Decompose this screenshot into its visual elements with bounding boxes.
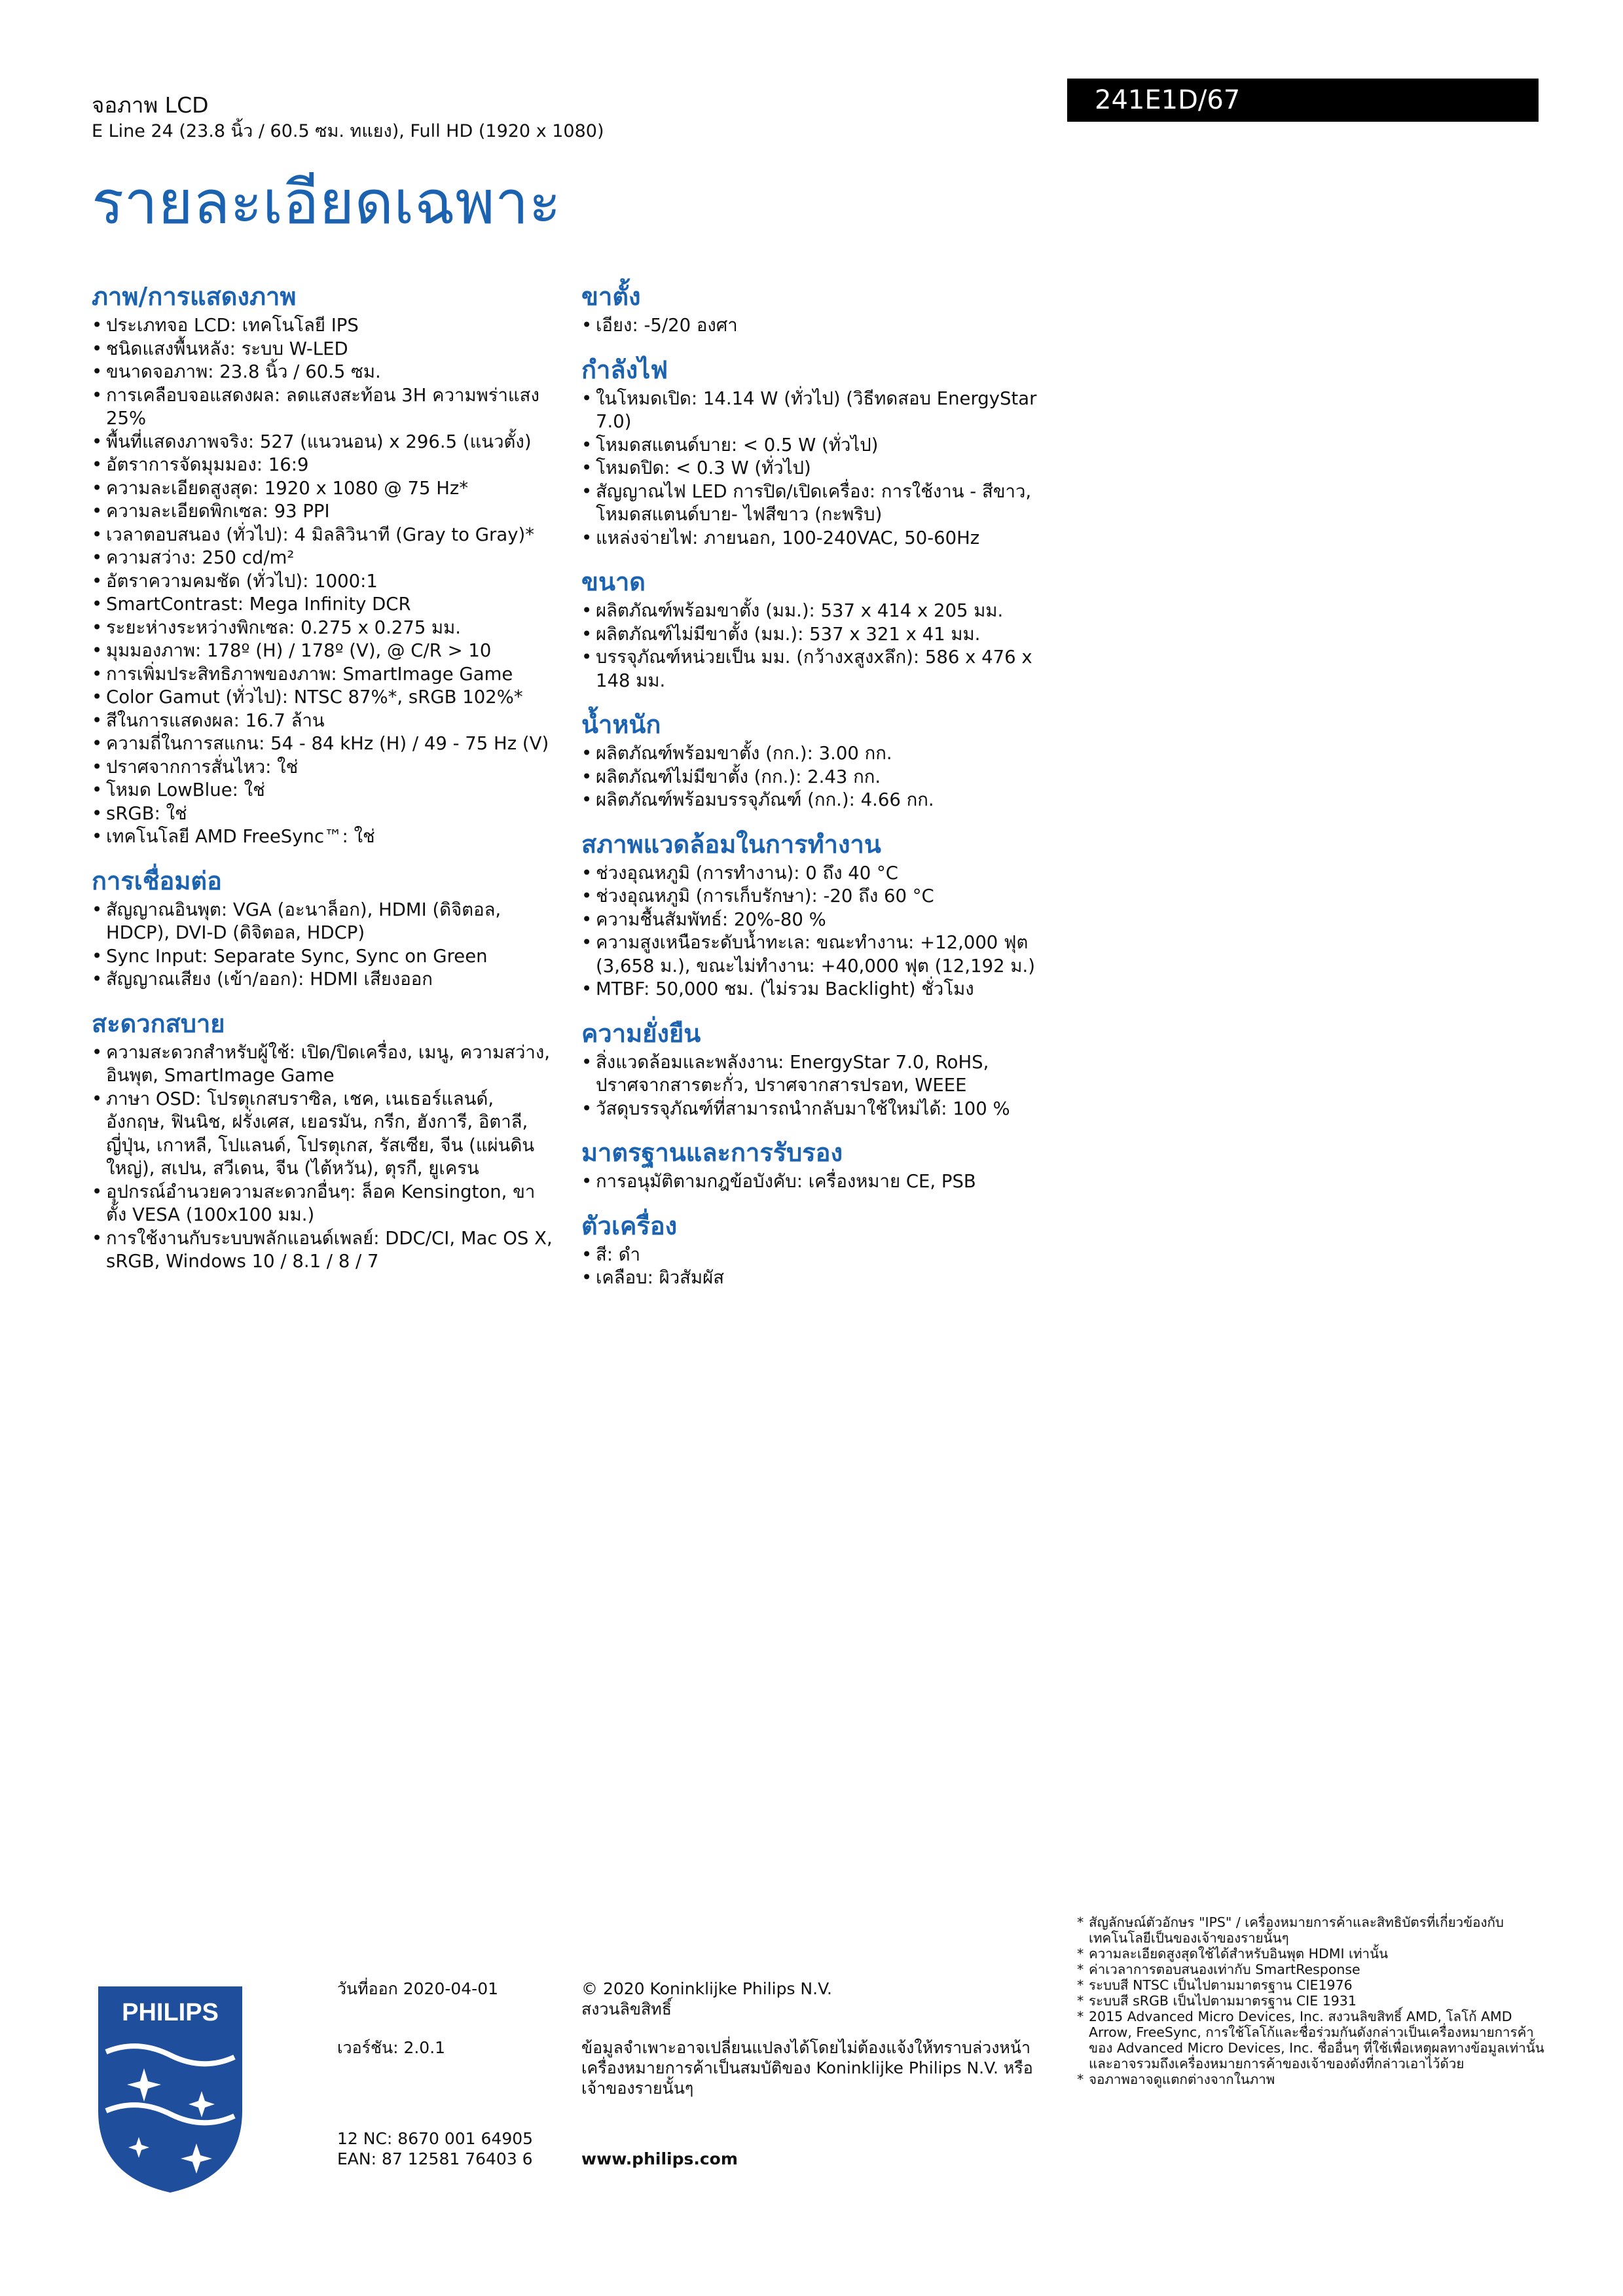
- footnote: * ความละเอียดสูงสุดใช้ได้สำหรับอินพุต HDMI เท่านั้น: [1077, 1946, 1548, 1962]
- spec-item: • โหมด LowBlue: ใช่: [92, 779, 553, 802]
- spec-item: • อัตราการจัดมุมมอง: 16:9: [92, 454, 553, 477]
- spec-section: [92, 1009, 553, 1274]
- spec-item: • เวลาตอบสนอง (ทั่วไป): 4 มิลลิวินาที (Gray to Gray)*: [92, 524, 553, 547]
- spec-item: • ความสะดวกสำหรับผู้ใช้: เปิด/ปิดเครื่อง, เมนู, ความสว่าง, อินพุต, SmartImage Game: [92, 1041, 553, 1088]
- spec-list: [581, 600, 1043, 692]
- spec-item: • บรรจุภัณฑ์หน่วยเป็น มม. (กว้างxสูงxลึก): 586 x 476 x 148 มม.: [581, 646, 1043, 692]
- spec-item: • ความถี่ในการสแกน: 54 - 84 kHz (H) / 49 - 75 Hz (V): [92, 732, 553, 756]
- ean-number: EAN: 87 12581 76403 6: [337, 2149, 533, 2168]
- spec-list: [581, 1051, 1043, 1121]
- spec-section: [581, 355, 1043, 550]
- spec-list: [92, 899, 553, 992]
- spec-item: • Color Gamut (ทั่วไป): NTSC 87%*, sRGB 102%*: [92, 686, 553, 709]
- issue-date: วันที่ออก 2020-04-01: [337, 1979, 499, 1998]
- spec-item: • ผลิตภัณฑ์ไม่มีขาตั้ง (กก.): 2.43 กก.: [581, 766, 1043, 789]
- footnote: * 2015 Advanced Micro Devices, Inc. สงวนลิขสิทธิ์ AMD, โลโก้ AMD Arrow, FreeSync, การใช้โลโก้และชื่อร่วมกันดังกล่าวเป็นเครื่องหมายการค้าของ Advanced Micro Devices, Inc. ชื่ออื่นๆ ที่ใช้เพื่อเหตุผลทางข้อมูลเท่านั้นและอาจรวมถึงเครื่องหมายการค้าของเจ้าของดังที่กล่าวเอาไว้ด้วย: [1077, 2009, 1548, 2072]
- section-title: ขนาด: [581, 567, 646, 596]
- spec-item: • การอนุมัติตามกฎข้อบังคับ: เครื่องหมาย CE, PSB: [581, 1170, 1043, 1194]
- spec-item: • สัญญาณอินพุต: VGA (อะนาล็อก), HDMI (ดิจิตอล, HDCP), DVI-D (ดิจิตอล, HDCP): [92, 899, 553, 945]
- spec-item: • อุปกรณ์อำนวยความสะดวกอื่นๆ: ล็อค Kensington, ขาตั้ง VESA (100x100 มม.): [92, 1181, 553, 1227]
- spec-list: [581, 314, 1043, 338]
- spec-item: • ในโหมดเปิด: 14.14 W (ทั่วไป) (วิธีทดสอบ EnergyStar 7.0): [581, 387, 1043, 434]
- model-number-bar: 241E1D/67: [1067, 79, 1539, 122]
- spec-item: • สี: ดำ: [581, 1244, 1043, 1267]
- section-title: ความยั่งยืน: [581, 1018, 701, 1048]
- spec-item: • พื้นที่แสดงภาพจริง: 527 (แนวนอน) x 296.5 (แนวตั้ง): [92, 431, 553, 454]
- spec-item: • ความสว่าง: 250 cd/m²: [92, 547, 553, 570]
- spec-item: • ความละเอียดสูงสุด: 1920 x 1080 @ 75 Hz*: [92, 477, 553, 501]
- footnote: * ระบบสี sRGB เป็นไปตามมาตรฐาน CIE 1931: [1077, 1993, 1548, 2009]
- spec-item: • ขนาดจอภาพ: 23.8 นิ้ว / 60.5 ซม.: [92, 361, 553, 384]
- spec-section: [581, 1018, 1043, 1121]
- spec-item: • โหมดสแตนด์บาย: < 0.5 W (ทั่วไป): [581, 434, 1043, 457]
- footnote: * ค่าเวลาการตอบสนองเท่ากับ SmartResponse: [1077, 1962, 1548, 1977]
- spec-item: • อัตราความคมชัด (ทั่วไป): 1000:1: [92, 570, 553, 594]
- product-description: E Line 24 (23.8 นิ้ว / 60.5 ซม. ทแยง), Full HD (1920 x 1080): [92, 121, 604, 141]
- spec-item: • เทคโนโลยี AMD FreeSync™: ใช่: [92, 825, 553, 849]
- spec-item: • วัสดุบรรจุภัณฑ์ที่สามารถนำกลับมาใช้ใหม่ได้: 100 %: [581, 1098, 1043, 1121]
- spec-item: • ผลิตภัณฑ์ไม่มีขาตั้ง (มม.): 537 x 321 x 41 มม.: [581, 623, 1043, 647]
- section-title: มาตรฐานและการรับรอง: [581, 1138, 843, 1167]
- disclaimer: ข้อมูลจำเพาะอาจเปลี่ยนแปลงได้โดยไม่ต้องแจ้งให้ทราบล่วงหน้า เครื่องหมายการค้าเป็นสมบัติของ Koninklijke Philips N.V. หรือเจ้าของรายนั้นๆ: [581, 2038, 1033, 2098]
- specs-right-column: [581, 281, 1043, 1307]
- philips-logo: [92, 1980, 249, 2196]
- spec-item: • ชนิดแสงพื้นหลัง: ระบบ W-LED: [92, 338, 553, 361]
- spec-item: • ปราศจากการสั่นไหว: ใช่: [92, 756, 553, 780]
- spec-item: • สัญญาณไฟ LED การปิด/เปิดเครื่อง: การใช้งาน - สีขาว, โหมดสแตนด์บาย- ไฟสีขาว (กะพริบ): [581, 480, 1043, 527]
- spec-item: • สีในการแสดงผล: 16.7 ล้าน: [92, 709, 553, 733]
- spec-item: • สัญญาณเสียง (เข้า/ออก): HDMI เสียงออก: [92, 968, 553, 992]
- spec-list: [581, 387, 1043, 550]
- spec-list: [92, 1041, 553, 1274]
- spec-item: • ช่วงอุณหภูมิ (การเก็บรักษา): -20 ถึง 60 °C: [581, 885, 1043, 908]
- footnote: * จอภาพอาจดูแตกต่างจากในภาพ: [1077, 2072, 1548, 2087]
- section-title: สะดวกสบาย: [92, 1009, 225, 1038]
- spec-section: [581, 1138, 1043, 1194]
- spec-item: • โหมดปิด: < 0.3 W (ทั่วไป): [581, 457, 1043, 480]
- spec-item: • สิ่งแวดล้อมและพลังงาน: EnergyStar 7.0, RoHS, ปราศจากสารตะกั่ว, ปราศจากสารปรอท, WEEE: [581, 1051, 1043, 1098]
- spec-item: • sRGB: ใช่: [92, 802, 553, 826]
- footnote: * ระบบสี NTSC เป็นไปตามมาตรฐาน CIE1976: [1077, 1977, 1548, 1993]
- spec-list: [92, 314, 553, 849]
- footnotes: [1077, 1914, 1548, 2087]
- spec-item: • MTBF: 50,000 ชม. (ไม่รวม Backlight) ชั่วโมง: [581, 978, 1043, 1001]
- spec-item: • การเพิ่มประสิทธิภาพของภาพ: SmartImage Game: [92, 663, 553, 687]
- section-title: ตัวเครื่อง: [581, 1211, 678, 1240]
- spec-section: [92, 281, 553, 849]
- spec-list: [581, 1244, 1043, 1290]
- spec-item: • ผลิตภัณฑ์พร้อมขาตั้ง (มม.): 537 x 414 x 205 มม.: [581, 600, 1043, 623]
- page-title: รายละเอียดเฉพาะ: [92, 168, 561, 238]
- spec-item: • ประเภทจอ LCD: เทคโนโลยี IPS: [92, 314, 553, 338]
- spec-item: • ผลิตภัณฑ์พร้อมบรรจุภัณฑ์ (กก.): 4.66 กก.: [581, 789, 1043, 812]
- section-title: ภาพ/การแสดงภาพ: [92, 282, 297, 311]
- spec-list: [581, 862, 1043, 1001]
- nc-number: 12 NC: 8670 001 64905: [337, 2129, 534, 2148]
- section-title: ขาตั้ง: [581, 282, 641, 311]
- spec-section: [581, 281, 1043, 338]
- spec-section: [581, 567, 1043, 692]
- spec-section: [581, 829, 1043, 1001]
- spec-item: • ความสูงเหนือระดับน้ำทะเล: ขณะทำงาน: +12,000 ฟุต (3,658 ม.), ขณะไม่ทำงาน: +40,000 ฟุต (12,192 ม.): [581, 931, 1043, 978]
- section-title: กำลังไฟ: [581, 355, 668, 384]
- spec-item: • เอียง: -5/20 องศา: [581, 314, 1043, 338]
- version: เวอร์ชัน: 2.0.1: [337, 2038, 446, 2057]
- spec-list: [581, 1170, 1043, 1194]
- product-line: จอภาพ LCD: [92, 92, 209, 118]
- section-title: น้ำหนัก: [581, 710, 661, 739]
- spec-item: • แหล่งจ่ายไฟ: ภายนอก, 100-240VAC, 50-60Hz: [581, 527, 1043, 550]
- spec-section: [92, 866, 553, 992]
- spec-item: • ช่วงอุณหภูมิ (การทำงาน): 0 ถึง 40 °C: [581, 862, 1043, 886]
- spec-item: • การใช้งานกับระบบพลักแอนด์เพลย์: DDC/CI, Mac OS X, sRGB, Windows 10 / 8.1 / 8 / 7: [92, 1227, 553, 1274]
- spec-item: • มุมมองภาพ: 178º (H) / 178º (V), @ C/R > 10: [92, 639, 553, 663]
- section-title: การเชื่อมต่อ: [92, 866, 222, 895]
- section-title: สภาพแวดล้อมในการทำงาน: [581, 829, 881, 859]
- footnote: * สัญลักษณ์ตัวอักษร "IPS" / เครื่องหมายการค้าและสิทธิบัตรที่เกี่ยวข้องกับเทคโนโลยีเป็นของเจ้าของรายนั้นๆ: [1077, 1914, 1548, 1946]
- spec-section: [581, 709, 1043, 812]
- spec-item: • Sync Input: Separate Sync, Sync on Green: [92, 945, 553, 969]
- copyright: © 2020 Koninklijke Philips N.V. สงวนลิขสิทธิ์: [581, 1979, 832, 2018]
- spec-item: • เคลือบ: ผิวสัมผัส: [581, 1266, 1043, 1290]
- spec-item: • ผลิตภัณฑ์พร้อมขาตั้ง (กก.): 3.00 กก.: [581, 742, 1043, 766]
- product-header: [92, 92, 604, 144]
- spec-section: [581, 1211, 1043, 1290]
- spec-item: • การเคลือบจอแสดงผล: ลดแสงสะท้อน 3H ความพร่าแสง 25%: [92, 384, 553, 431]
- specs-left-column: [92, 281, 553, 1291]
- logo-text: PHILIPS: [122, 1999, 219, 2026]
- spec-item: • ภาษา OSD: โปรตุเกสบราซิล, เชค, เนเธอร์แลนด์, อังกฤษ, ฟินนิช, ฝรั่งเศส, เยอรมัน, กรีก, ฮังการี, อิตาลี, ญี่ปุ่น, เกาหลี, โปแลนด์, โปรตุเกส, รัสเซีย, จีน (แผ่นดินใหญ่), สเปน, สวีเดน, จีน (ไต้หวัน), ตุรกี, ยูเครน: [92, 1088, 553, 1181]
- spec-item: • ความชื้นสัมพัทธ์: 20%-80 %: [581, 908, 1043, 932]
- spec-list: [581, 742, 1043, 812]
- spec-item: • SmartContrast: Mega Infinity DCR: [92, 593, 553, 617]
- spec-item: • ความละเอียดพิกเซล: 93 PPI: [92, 500, 553, 524]
- spec-item: • ระยะห่างระหว่างพิกเซล: 0.275 x 0.275 มม.: [92, 617, 553, 640]
- website-link[interactable]: www.philips.com: [581, 2149, 738, 2168]
